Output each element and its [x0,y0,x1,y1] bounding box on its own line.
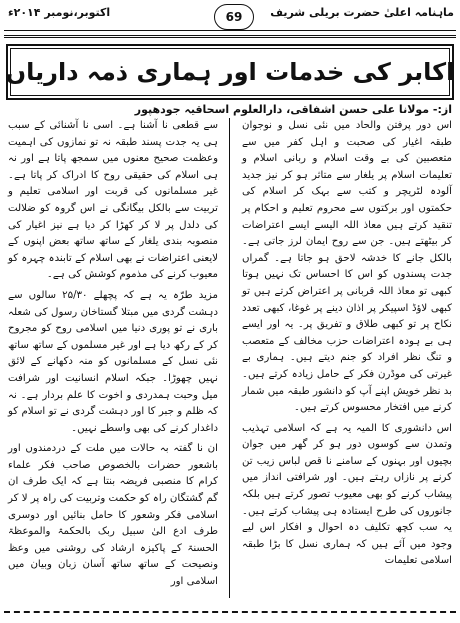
header-double-rule [4,35,456,38]
issue-date: اکتوبر،نومبر ۲۰۱۴ء [8,6,111,19]
right-paragraph-2: اس دانشوری کا المیہ یہ ہے کہ اسلامی تہذیب وتمدن سے کوسوں دور ہو کر گھر میں جوان بچیوں اور بہنوں کے سامنے نا قص لباس زیب تن کرنے پر نازاں رہتے ہیں۔ اور شرافتی انداز میں پیشاب کرنے کو بھی معیوب تصور کرتے ہیں بلکہ جانوروں کی طرح ایستادہ ہی پیشاب کرتے ہیں۔ یہ سب کچھ تکلیف دہ احوال و افکار اس لیے وجود میں آئے ہیں کہ ہماری نسل کا بڑا طبقہ اسلامی تعلیمات [242,422,452,567]
magazine-name: ماہنامہ اعلیٰ حضرت بریلی شریف [270,6,454,19]
header-rule [4,30,456,31]
title-frame [6,44,454,100]
left-paragraph-1: سے قطعی نا آشنا ہے۔ اسی نا آشنائی کے سبب ہی یہ جدت پسند طبقہ نہ تو نمازوں کی اہمیت وعظمت صحیح معنوں میں سمجھ پاتا ہے اور نہ ہی اسلام کی حقیقی روح کا ادراک کر پاتا ہے۔ غیر مسلمانوں کی قربت اور اسلامی تعلیم و تربیت سے بالکل بیگانگی نے اس گروہ کو ضلالت کی دلدل پر لا کر کھڑا کر دیا ہے نیز اغیار کی منصوبہ بندی یلغار کے ساتھ ساتھ بعض اپنوں کے لایعنی اعتراضات نے بھی اسلام کے تابندہ چہرہ کو معیوب کرنے کی مذموم کوشش کی ہے۔ [8,120,218,281]
title-inner-frame [5,48,455,96]
article-author: از:- مولانا علی حسن اشفاقی، دارالعلوم اسحاقیہ جودھپور [134,103,452,116]
right-paragraph-1: اس دور پرفتن والحاد میں نئی نسل و نوجوان طبقہ اغیار کی صحبت و اہل کفر میں سے متعصبین کی بے وقت اسلام و ربانی اسلام و تعلیمات اسلام پر یلغار سے متاثر ہو کر نیز جدید آلودہ لٹریچر و کتب سے بہک کر اسلام کی حکمتوں اور برکتوں سے محروم تعلیم و احکام پر تنقید کرتے ہیں معاذ اللہ الیسے ایسے اعتراضات کر بیٹھتے ہیں۔ جن سے روح ایمان لرز جاتی ہے۔ بالکل جانے کا خدشہ لاحق ہو جاتا ہے۔ گمراں جدت پسندوں کو اس کا احساس تک نہیں ہوتا کبھی تو معاذ اللہ قربانی پر اعتراض کرتے ہیں تو کبھی لاؤڈ اسپیکر پر اذان دینے پر غوغا، کبھی تعدد نکاح پر تو کبھی طلاق و تفریق پر۔ یہ اور ایسے ہی بے ہودہ اعتراضات حزب مخالف کے متعصب و تنگ نظر افراد کو جنم دیتے ہیں۔ ہماری بے غیرتی کی موڈرن فکر کے حامل زیادہ کرتے ہیں۔ بد نظر خویش اپنے آپ کو دانشور طبقہ میں شمار کرنے میں افتخار محسوس کرتے ہیں۔ [242,120,452,414]
article-title: اکابر کی خدمات اور ہماری ذمہ داریاں [5,58,455,86]
right-column [242,118,452,574]
left-column [8,118,218,595]
footer-rule [4,611,456,613]
left-paragraph-3: ان نا گفتہ بہ حالات میں ملت کے دردمندوں اور باشعور حضرات بالخصوص صاحب فکر علماء کرام کا منصبی فریضہ بنتا ہے کہ ایک طرف ان گم گشتگان راہ کو حکمت وتربیت کی راہ پر لا کر اسلامی فکر وشعور کا حامل بنائیں اور دوسری طرف ادع الیٰ سبیل ربک بالحکمۃ والموعظۃ الحسنۃ کے پاکیزہ ارشاد کی روشنی میں وعظ ونصیحت کے ساتھ ساتھ آسان زبان وبیان میں اسلامی اور [8,443,218,588]
page-number: 69 [214,4,254,30]
column-divider [229,118,230,598]
left-paragraph-2: مزید طرّہ یہ ہے کہ پچھلے ۲۵/۳۰ سالوں سے دہشت گردی میں مبتلا گستاخان رسول کی شعلہ باری نے تو پوری دنیا میں اسلامی روح کو مجروح کر کے رکھ دیا ہے اور غیر مسلموں کے ساتھ ساتھ نئی نسل کے مسلمانوں کو منہ دکھانے کے لائق نہیں چھوڑا۔ جبکہ اسلام انسانیت اور شرافت میل وحبت ہمدردی و اخوت کا علم بردار ہے۔ نہ کہ ظلم و جبر کا اور دہشت گردی نے تو اسلام کو داغدار کرنے کی بھی واسطے نہیں۔ [8,289,218,434]
